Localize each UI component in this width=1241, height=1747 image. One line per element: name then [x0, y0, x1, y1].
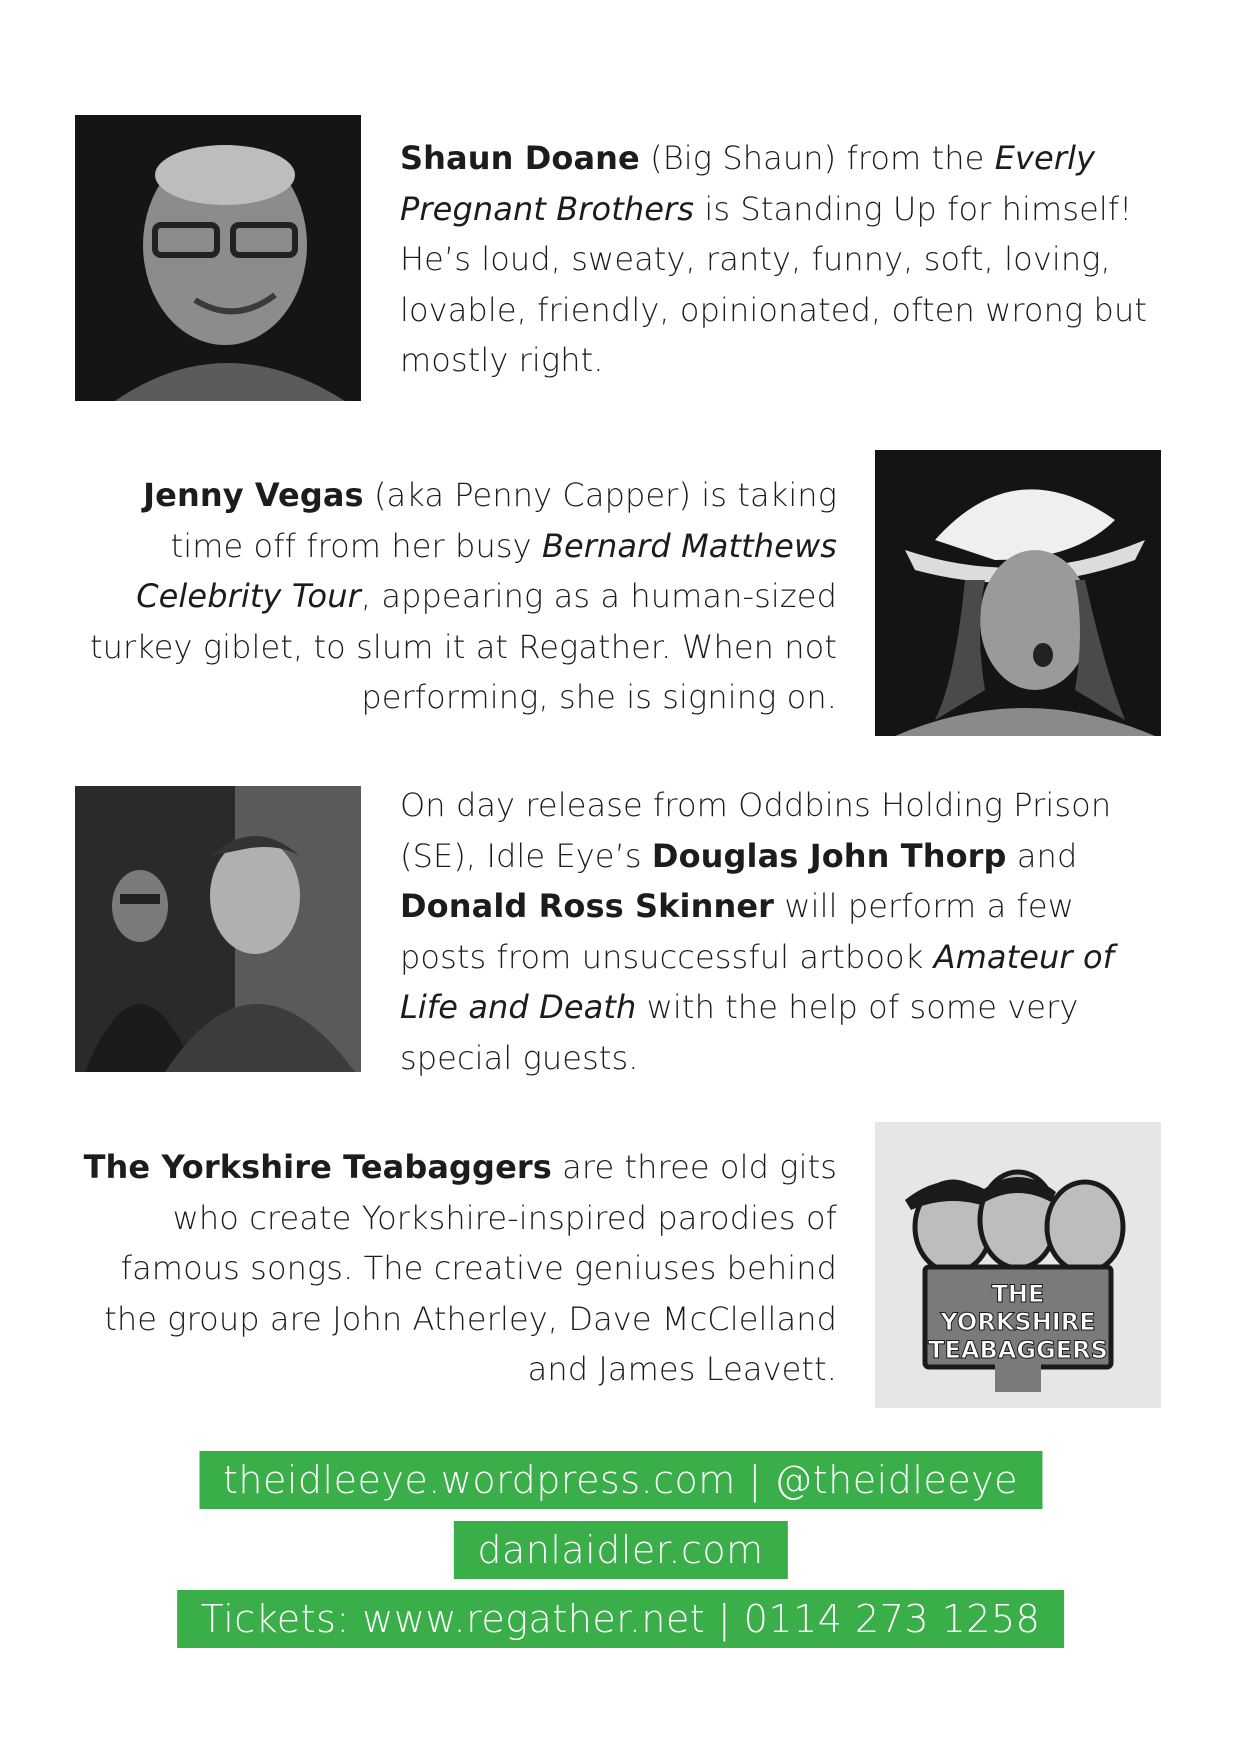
bio-yorkshire-teabaggers: The Yorkshire Teabaggers are three old gits who create Yorkshire-inspired parodies of famous songs. The creative geniuses behind the group are John Atherley, Dave McClelland and James Leavett. [83, 1148, 837, 1388]
link-banner-blog[interactable]: theidleeye.wordpress.com | @theidleeye [199, 1451, 1042, 1509]
logo-text-line3: TEABAGGERS [928, 1336, 1108, 1364]
link-banner-site[interactable]: danlaidler.com [453, 1521, 787, 1579]
logo-text-line1: THE [991, 1280, 1045, 1308]
bio-douglas-donald: On day release from Oddbins Holding Prison (SE), Idle Eye’s Douglas John Thorp and Donald Ross Skinner will perform a few posts from unsuccessful artbook Amateur of Life and Death with the help of some very special guests. [400, 786, 1114, 1077]
photo-jenny-vegas [875, 450, 1161, 736]
bio-shaun-doane: Shaun Doane (Big Shaun) from the Everly Pregnant Brothers is Standing Up for himself! He’s loud, sweaty, ranty, funny, soft, loving, lovable, friendly, opinionated, often wrong but mostly right. [400, 139, 1147, 379]
bio-jenny-vegas: Jenny Vegas (aka Penny Capper) is taking time off from her busy Bernard Matthews Celebrity Tour, appearing as a human-sized turkey giblet, to slum it at Regather. When not performing, she is signing on. [89, 476, 837, 716]
photo-douglas-donald [75, 786, 361, 1072]
logo-yorkshire-teabaggers [875, 1122, 1161, 1408]
logo-text-line2: YORKSHIRE [940, 1308, 1096, 1336]
photo-shaun-doane [75, 115, 361, 401]
link-banner-tickets[interactable]: Tickets: www.regather.net | 0114 273 1258 [177, 1590, 1065, 1648]
